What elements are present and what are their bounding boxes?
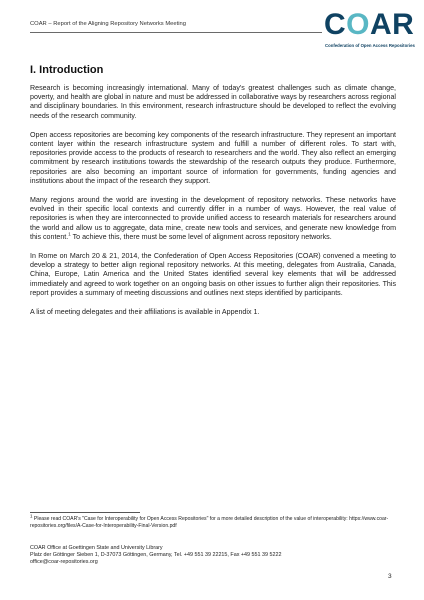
footer-line-2: Platz der Göttinger Sieben 1, D-37073 Göttingen, Germany, Tel. +49 551 39 22215, Fax +49 551 39 5222 [30,552,282,558]
section-heading: I. Introduction [30,64,104,76]
paragraph-2: Open access repositories are becoming key components of the research infrastructure. They represent an important content layer within the research infrastructure system and fulfill a number of different roles. To start with, repositories provide access to the products of research to researchers and the world. They also reflect an emerging commitment by research institutions towards the stewardship of the research outputs they produce. Furthermore, repositories are also becoming an important source of information for governments, funding agencies and institutions about the impact of the research they support. [30,130,396,185]
footnote-divider [30,512,140,513]
footer-email[interactable]: office@coar-repositories.org [30,559,98,565]
paragraph-3-suffix: To achieve this, there must be some level of alignment across repository networks. [70,232,332,241]
footnote-marker: 1 [30,513,33,519]
header-divider [30,32,322,33]
running-header: COAR – Report of the Aligning Repository Networks Meeting [30,21,186,27]
footnote [30,513,396,529]
body-text [30,84,396,327]
page-footer [30,545,390,566]
logo-wordmark: COAR [324,8,415,41]
footer-line-1: COAR Office at Goettingen State and University Library [30,545,163,551]
paragraph-5: A list of meeting delegates and their affiliations is available in Appendix 1. [30,308,260,317]
logo-tagline: Confederation of Open Access Repositories [325,43,415,48]
footnote-text: Please read COAR's "Case for Interoperability for Open Access Repositories" for a more detailed description of the value of interoperability: https://www.coar-repositories.org/files/A-Case-for-Interoperability-Final-Version.pdf [30,516,389,529]
paragraph-1: Research is becoming increasingly international. Many of today's greatest challenges such as climate change, poverty, and health are global in nature and must be addressed in collaborative ways by researchers across regional and disciplinary boundaries. In this environment, research infrastructure should be developed to reflect the evolving needs of the research community. [30,84,396,120]
footnote-reference[interactable]: 1 [68,231,71,237]
paragraph-4: In Rome on March 20 & 21, 2014, the Confederation of Open Access Repositories (COAR) convened a meeting to develop a strategy to better align regional repository networks. At this meeting, delegates from Australia, Canada, China, Europe, Latin America and the United States identified several key elements that will be addressed immediately and agreed to work together on an ongoing basis on other issues to further align their repositories. This report provides a summary of meeting discussions and outlines next steps identified by participants. [30,252,396,297]
paragraph-3 [30,196,396,242]
paragraph-3-text: Many regions around the world are investing in the development of repository networks. These networks have evolved in their specific local contexts and currently differ in a number of ways. However, the real value of repositories is when they are interconnected to provide unified access to research materials for researchers around the world and allow us to aggregate, data mine, create new tools and services, and generate new knowledge from this content. [30,196,396,241]
page-number: 3 [388,573,392,580]
coar-logo [324,8,415,55]
